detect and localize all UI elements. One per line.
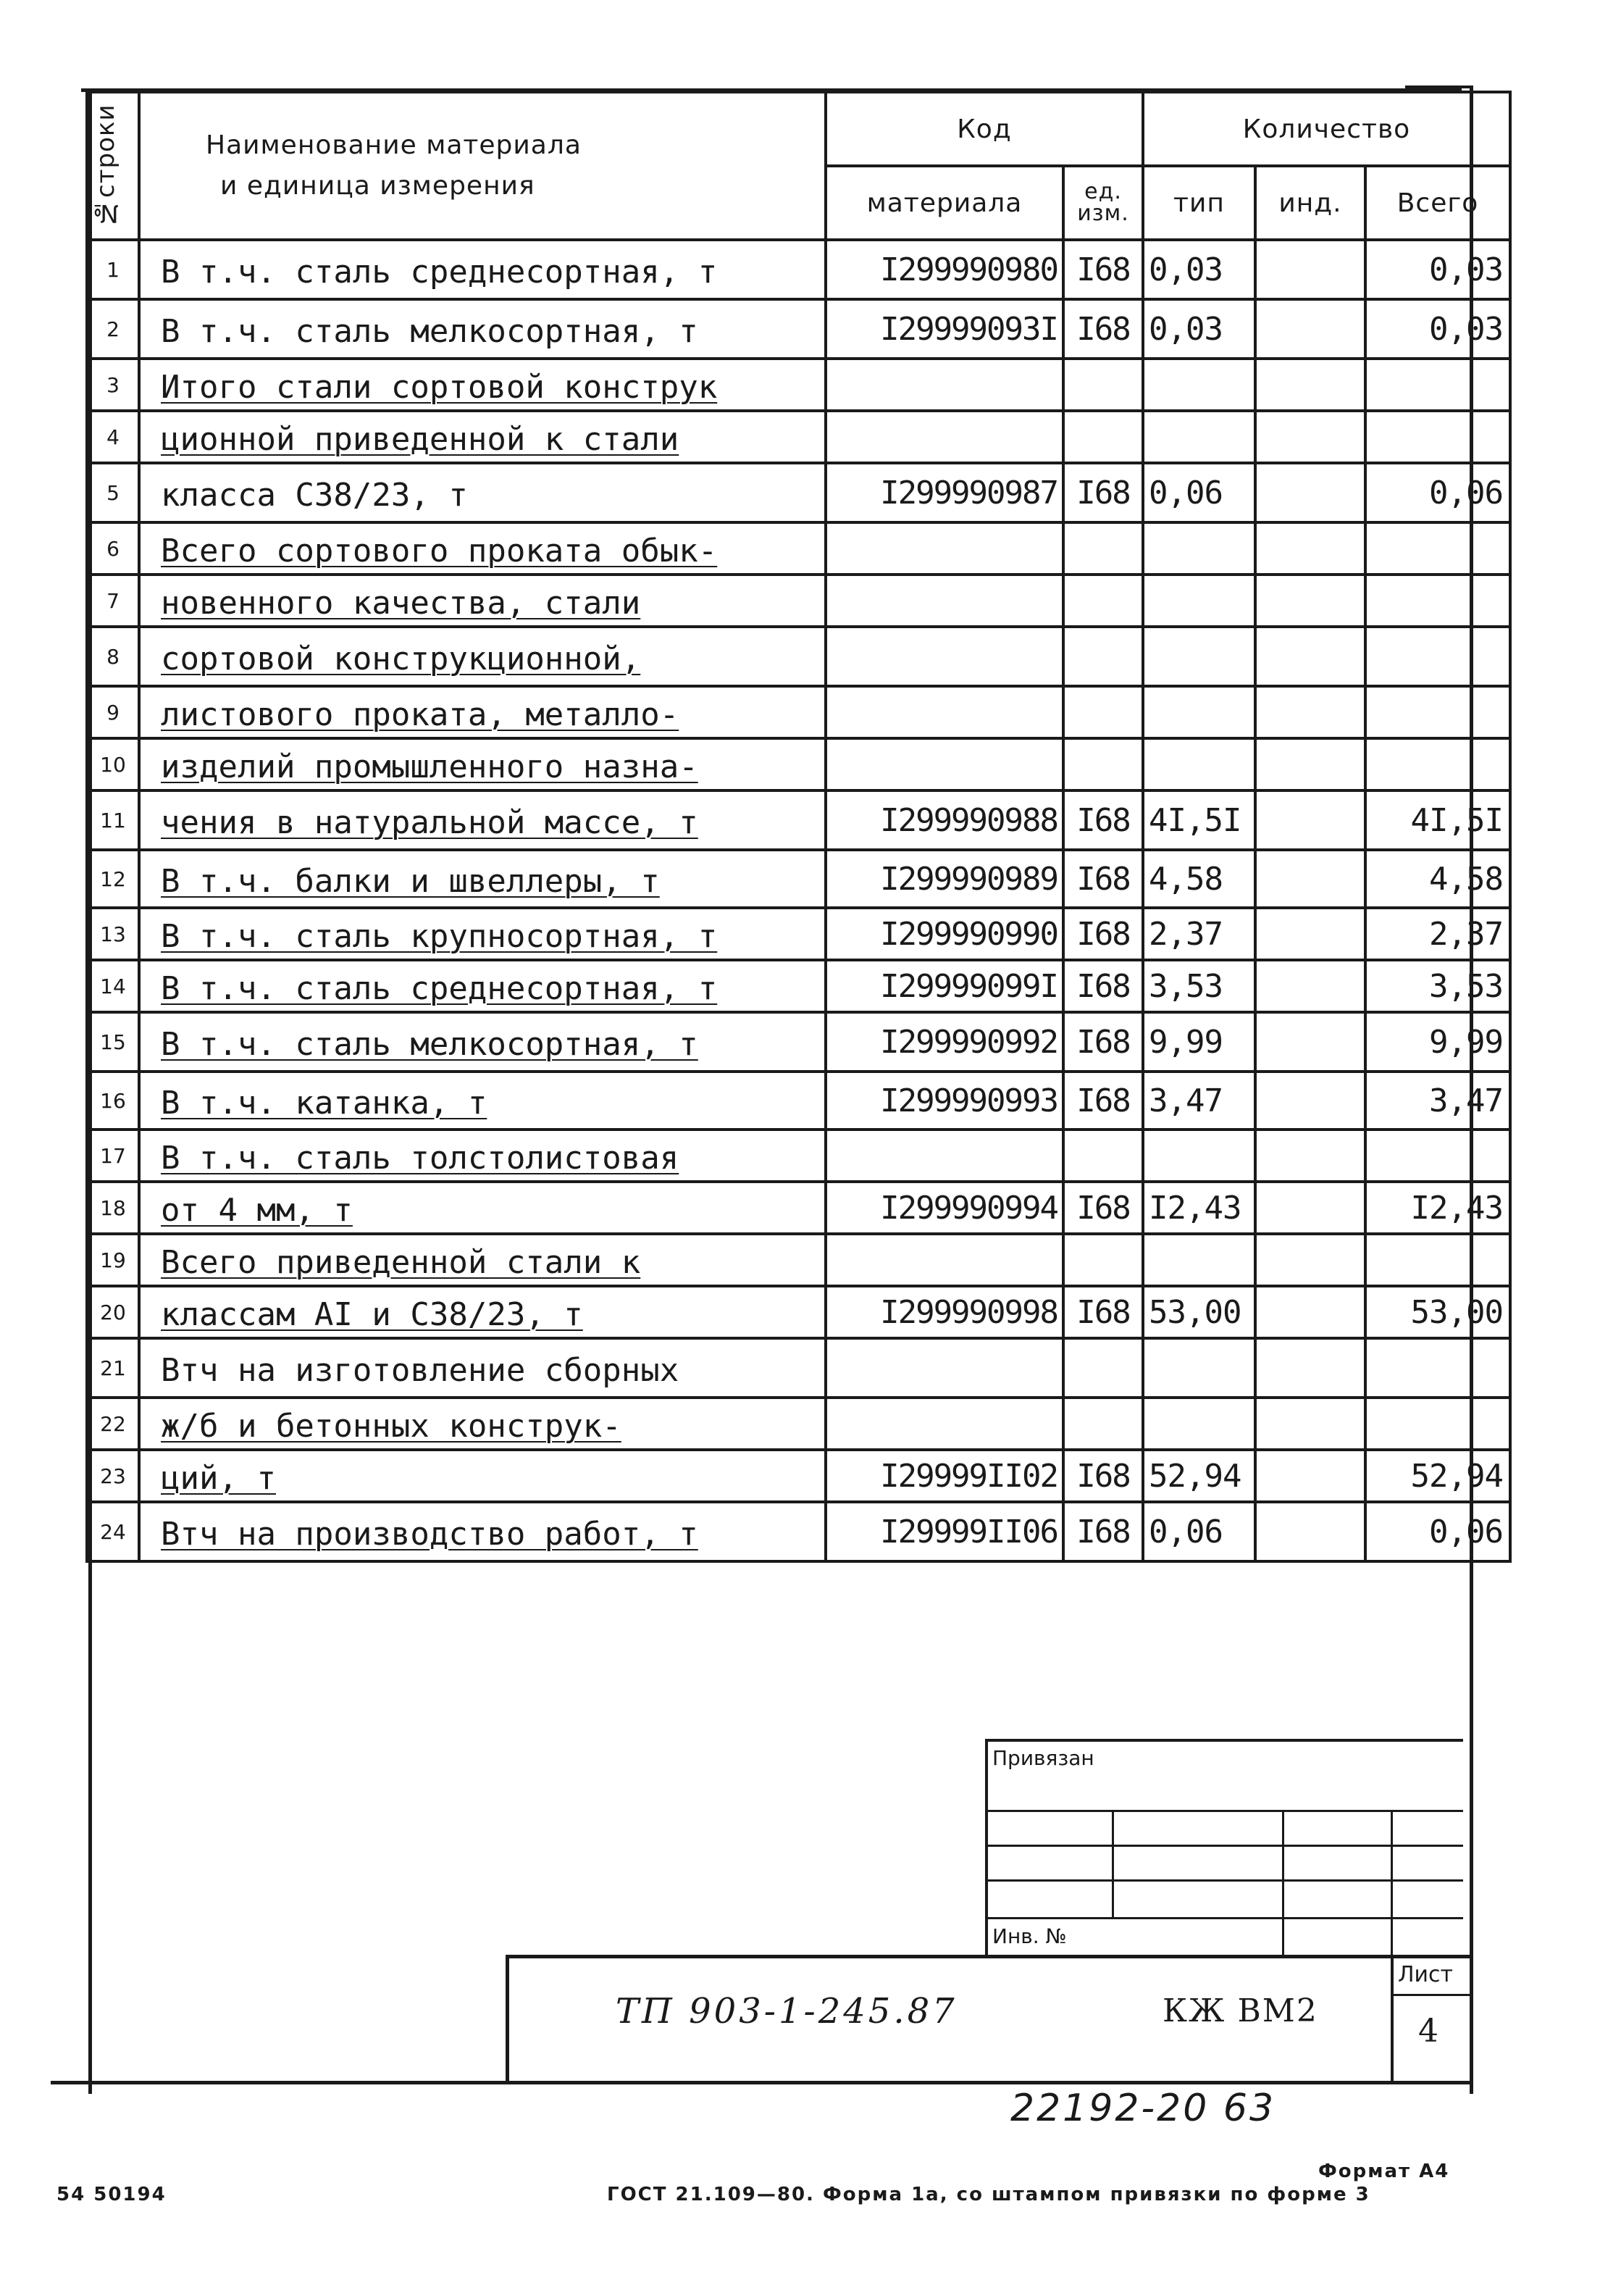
table-row: [87, 850, 1510, 908]
quantity-ind: [1255, 359, 1365, 411]
quantity-type: 3,47: [1143, 1072, 1255, 1130]
table-row: [87, 1450, 1510, 1502]
quantity-ind: [1255, 960, 1365, 1012]
quantity-type: 3,53: [1143, 960, 1255, 1012]
frame-bottom-line: [51, 2081, 1473, 2084]
table-row: [87, 359, 1510, 411]
row-number: 3: [87, 359, 139, 411]
table-row: [87, 299, 1510, 359]
quantity-total: 0,06: [1365, 1502, 1510, 1561]
stamp-line: [1112, 1810, 1114, 1917]
unit-code: [1063, 575, 1143, 627]
quantity-type: 0,06: [1143, 463, 1255, 522]
gost-note: ГОСТ 21.109—80. Форма 1а, со штампом привязки по форме 3: [607, 2184, 1370, 2205]
name-header-line2: и единица измерения: [220, 171, 535, 201]
material-code: [826, 359, 1063, 411]
material-name: ж/б и бетонных конструк-: [139, 1398, 826, 1450]
quantity-type: [1143, 1130, 1255, 1182]
quantity-total: [1365, 411, 1510, 463]
material-name: от 4 мм, т: [139, 1182, 826, 1234]
material-name: изделий промышленного назна-: [139, 738, 826, 790]
quantity-total: [1365, 1338, 1510, 1398]
quantity-total: [1365, 359, 1510, 411]
unit-code: I68: [1063, 1286, 1143, 1338]
sheet-label-line: [1391, 1994, 1473, 1996]
row-number: 4: [87, 411, 139, 463]
material-code: I29999093I: [826, 299, 1063, 359]
ind-header: инд.: [1255, 166, 1365, 240]
name-header-line1: Наименование материала: [206, 130, 582, 160]
quantity-type: 53,00: [1143, 1286, 1255, 1338]
table-row: [87, 790, 1510, 850]
table-row: [87, 1130, 1510, 1182]
material-code: [826, 575, 1063, 627]
table-row: [87, 463, 1510, 522]
material-name: Всего приведенной стали к: [139, 1234, 826, 1286]
handwritten-number: 22192-20 63: [1010, 2087, 1276, 2130]
quantity-ind: [1255, 575, 1365, 627]
material-code: [826, 522, 1063, 575]
row-number: 2: [87, 299, 139, 359]
material-code: I299990992: [826, 1012, 1063, 1072]
quantity-total: 2,37: [1365, 908, 1510, 960]
material-code: [826, 627, 1063, 686]
material-code: I299990988: [826, 790, 1063, 850]
quantity-total: 9,99: [1365, 1012, 1510, 1072]
material-code: I299990993: [826, 1072, 1063, 1130]
row-number-header: №строки: [87, 92, 139, 240]
material-name: Втч на изготовление сборных: [139, 1338, 826, 1398]
catalog-number: 54 50194: [56, 2184, 167, 2205]
stamp-line: [1282, 1810, 1284, 1955]
quantity-type: I2,43: [1143, 1182, 1255, 1234]
quantity-ind: [1255, 738, 1365, 790]
material-name: чения в натуральной массе, т: [139, 790, 826, 850]
quantity-type: [1143, 1234, 1255, 1286]
quantity-total: 4,58: [1365, 850, 1510, 908]
sheet-number: 4: [1418, 2013, 1438, 2050]
material-code: [826, 738, 1063, 790]
unit-code: I68: [1063, 790, 1143, 850]
material-code: I299990998: [826, 1286, 1063, 1338]
quantity-type: [1143, 738, 1255, 790]
quantity-ind: [1255, 1234, 1365, 1286]
material-name: В т.ч. сталь среднесортная, т: [139, 240, 826, 299]
table-row: [87, 738, 1510, 790]
unit-code: I68: [1063, 960, 1143, 1012]
quantity-ind: [1255, 1012, 1365, 1072]
material-code: I29999II06: [826, 1502, 1063, 1561]
type-header: тип: [1143, 166, 1255, 240]
unit-code: I68: [1063, 908, 1143, 960]
name-header: [139, 92, 826, 240]
unit-code: I68: [1063, 1012, 1143, 1072]
quantity-type: 9,99: [1143, 1012, 1255, 1072]
unit-header-line2: изм.: [1077, 201, 1129, 226]
table-row: [87, 1286, 1510, 1338]
material-code: [826, 1338, 1063, 1398]
row-number: 5: [87, 463, 139, 522]
quantity-total: 3,53: [1365, 960, 1510, 1012]
unit-code: [1063, 627, 1143, 686]
row-number: 14: [87, 960, 139, 1012]
row-number: 9: [87, 686, 139, 738]
material-code: I299990989: [826, 850, 1063, 908]
quantity-type: [1143, 1338, 1255, 1398]
unit-header-line1: ед.: [1084, 179, 1122, 204]
sheet-label: Лист: [1398, 1962, 1454, 1987]
unit-code: I68: [1063, 1072, 1143, 1130]
row-number: 22: [87, 1398, 139, 1450]
quantity-type: 2,37: [1143, 908, 1255, 960]
quantity-ind: [1255, 240, 1365, 299]
quantity-total: 52,94: [1365, 1450, 1510, 1502]
quantity-total: [1365, 1234, 1510, 1286]
quantity-type: 4I,5I: [1143, 790, 1255, 850]
row-number: 18: [87, 1182, 139, 1234]
table-row: [87, 1338, 1510, 1398]
row-number: 19: [87, 1234, 139, 1286]
quantity-total: [1365, 738, 1510, 790]
material-code: I299990994: [826, 1182, 1063, 1234]
quantity-total: [1365, 686, 1510, 738]
material-name: Всего сортового проката обык-: [139, 522, 826, 575]
unit-code: I68: [1063, 1450, 1143, 1502]
unit-code: I68: [1063, 299, 1143, 359]
quantity-ind: [1255, 522, 1365, 575]
row-number: 17: [87, 1130, 139, 1182]
format-label: Формат А4: [1318, 2161, 1450, 2182]
material-code: [826, 1130, 1063, 1182]
material-name: В т.ч. сталь мелкосортная, т: [139, 299, 826, 359]
quantity-type: 0,03: [1143, 299, 1255, 359]
unit-code: [1063, 411, 1143, 463]
quantity-total: [1365, 627, 1510, 686]
row-number: 21: [87, 1338, 139, 1398]
sheet-divider: [1391, 1955, 1394, 2081]
quantity-ind: [1255, 463, 1365, 522]
unit-code: [1063, 1130, 1143, 1182]
material-name: листового проката, металло-: [139, 686, 826, 738]
quantity-type: [1143, 575, 1255, 627]
row-number: 11: [87, 790, 139, 850]
material-code: [826, 1398, 1063, 1450]
material-name: новенного качества, стали: [139, 575, 826, 627]
quantity-ind: [1255, 908, 1365, 960]
title-block-left: [506, 1955, 509, 2081]
row-number: 7: [87, 575, 139, 627]
quantity-total: 0,03: [1365, 240, 1510, 299]
material-code: I29999II02: [826, 1450, 1063, 1502]
quantity-ind: [1255, 686, 1365, 738]
quantity-type: 52,94: [1143, 1450, 1255, 1502]
quantity-ind: [1255, 1130, 1365, 1182]
material-code: I299990987: [826, 463, 1063, 522]
material-name: ций, т: [139, 1450, 826, 1502]
material-name: сортовой конструкционной,: [139, 627, 826, 686]
unit-code: I68: [1063, 1182, 1143, 1234]
material-code: I299990980: [826, 240, 1063, 299]
row-number: 23: [87, 1450, 139, 1502]
material-name: В т.ч. сталь толстолистовая: [139, 1130, 826, 1182]
material-code: I299990990: [826, 908, 1063, 960]
quantity-type: 0,06: [1143, 1502, 1255, 1561]
material-code: [826, 686, 1063, 738]
quantity-ind: [1255, 1182, 1365, 1234]
quantity-type: [1143, 627, 1255, 686]
row-number: 10: [87, 738, 139, 790]
specification-table: [85, 91, 1512, 1563]
quantity-ind: [1255, 1450, 1365, 1502]
quantity-type: [1143, 359, 1255, 411]
table-row: [87, 575, 1510, 627]
table-row: [87, 908, 1510, 960]
material-code: I29999099I: [826, 960, 1063, 1012]
material-name: В т.ч. сталь крупносортная, т: [139, 908, 826, 960]
stamp-line: [985, 1739, 988, 1956]
quantity-total: 53,00: [1365, 1286, 1510, 1338]
row-number: 12: [87, 850, 139, 908]
row-number: 16: [87, 1072, 139, 1130]
material-name: ционной приведенной к стали: [139, 411, 826, 463]
quantity-total: [1365, 1130, 1510, 1182]
table-row: [87, 1012, 1510, 1072]
unit-code: [1063, 522, 1143, 575]
row-number: 24: [87, 1502, 139, 1561]
quantity-total: [1365, 575, 1510, 627]
section-code: КЖ ВМ2: [1163, 1992, 1318, 2029]
unit-header: [1063, 166, 1143, 240]
stamp-line: [985, 1739, 1463, 1742]
title-block-top: [506, 1955, 1473, 1958]
material-code-header: материала: [826, 166, 1063, 240]
quantity-type: [1143, 1398, 1255, 1450]
quantity-ind: [1255, 1338, 1365, 1398]
doc-code: ТП 903-1-245.87: [616, 1991, 958, 2032]
header-row-1: [87, 92, 1510, 166]
unit-code: I68: [1063, 240, 1143, 299]
unit-code: [1063, 1338, 1143, 1398]
table-row: [87, 411, 1510, 463]
unit-code: [1063, 738, 1143, 790]
table-row: [87, 960, 1510, 1012]
quantity-total: I2,43: [1365, 1182, 1510, 1234]
unit-code: [1063, 1234, 1143, 1286]
row-number: 13: [87, 908, 139, 960]
quantity-ind: [1255, 411, 1365, 463]
quantity-type: [1143, 686, 1255, 738]
code-header: Код: [826, 92, 1143, 166]
material-name: Итого стали сортовой конструк: [139, 359, 826, 411]
material-name: классам АI и С38/23, т: [139, 1286, 826, 1338]
unit-code: [1063, 359, 1143, 411]
material-name: В т.ч. сталь среднесортная, т: [139, 960, 826, 1012]
stamp-line: [1391, 1810, 1393, 1955]
quantity-type: [1143, 411, 1255, 463]
total-header: Всего: [1365, 166, 1510, 240]
row-number: 6: [87, 522, 139, 575]
quantity-ind: [1255, 850, 1365, 908]
unit-code: [1063, 1398, 1143, 1450]
quantity-ind: [1255, 299, 1365, 359]
quantity-ind: [1255, 790, 1365, 850]
unit-code: I68: [1063, 1502, 1143, 1561]
quantity-type: 0,03: [1143, 240, 1255, 299]
row-number: 8: [87, 627, 139, 686]
quantity-total: [1365, 522, 1510, 575]
quantity-total: 0,06: [1365, 463, 1510, 522]
table-row: [87, 240, 1510, 299]
attached-label: Привязан: [992, 1746, 1094, 1770]
table-row: [87, 1398, 1510, 1450]
quantity-ind: [1255, 1502, 1365, 1561]
material-name: В т.ч. катанка, т: [139, 1072, 826, 1130]
material-name: В т.ч. балки и швеллеры, т: [139, 850, 826, 908]
quantity-type: 4,58: [1143, 850, 1255, 908]
inv-no-label: Инв. №: [992, 1924, 1067, 1948]
quantity-ind: [1255, 1398, 1365, 1450]
unit-code: [1063, 686, 1143, 738]
table-row: [87, 1072, 1510, 1130]
material-name: класса С38/23, т: [139, 463, 826, 522]
table-row: [87, 522, 1510, 575]
row-number: 1: [87, 240, 139, 299]
quantity-total: 0,03: [1365, 299, 1510, 359]
quantity-type: [1143, 522, 1255, 575]
table-row: [87, 686, 1510, 738]
quantity-header: Количество: [1143, 92, 1510, 166]
quantity-total: 4I,5I: [1365, 790, 1510, 850]
row-number: 20: [87, 1286, 139, 1338]
quantity-total: [1365, 1398, 1510, 1450]
material-code: [826, 411, 1063, 463]
material-code: [826, 1234, 1063, 1286]
unit-code: I68: [1063, 850, 1143, 908]
row-number: 15: [87, 1012, 139, 1072]
table-row: [87, 1234, 1510, 1286]
unit-code: I68: [1063, 463, 1143, 522]
quantity-total: 3,47: [1365, 1072, 1510, 1130]
material-name: В т.ч. сталь мелкосортная, т: [139, 1012, 826, 1072]
table-row: [87, 627, 1510, 686]
table-row: [87, 1182, 1510, 1234]
quantity-ind: [1255, 627, 1365, 686]
quantity-ind: [1255, 1072, 1365, 1130]
table-row: [87, 1502, 1510, 1561]
quantity-ind: [1255, 1286, 1365, 1338]
material-name: Втч на производство работ, т: [139, 1502, 826, 1561]
